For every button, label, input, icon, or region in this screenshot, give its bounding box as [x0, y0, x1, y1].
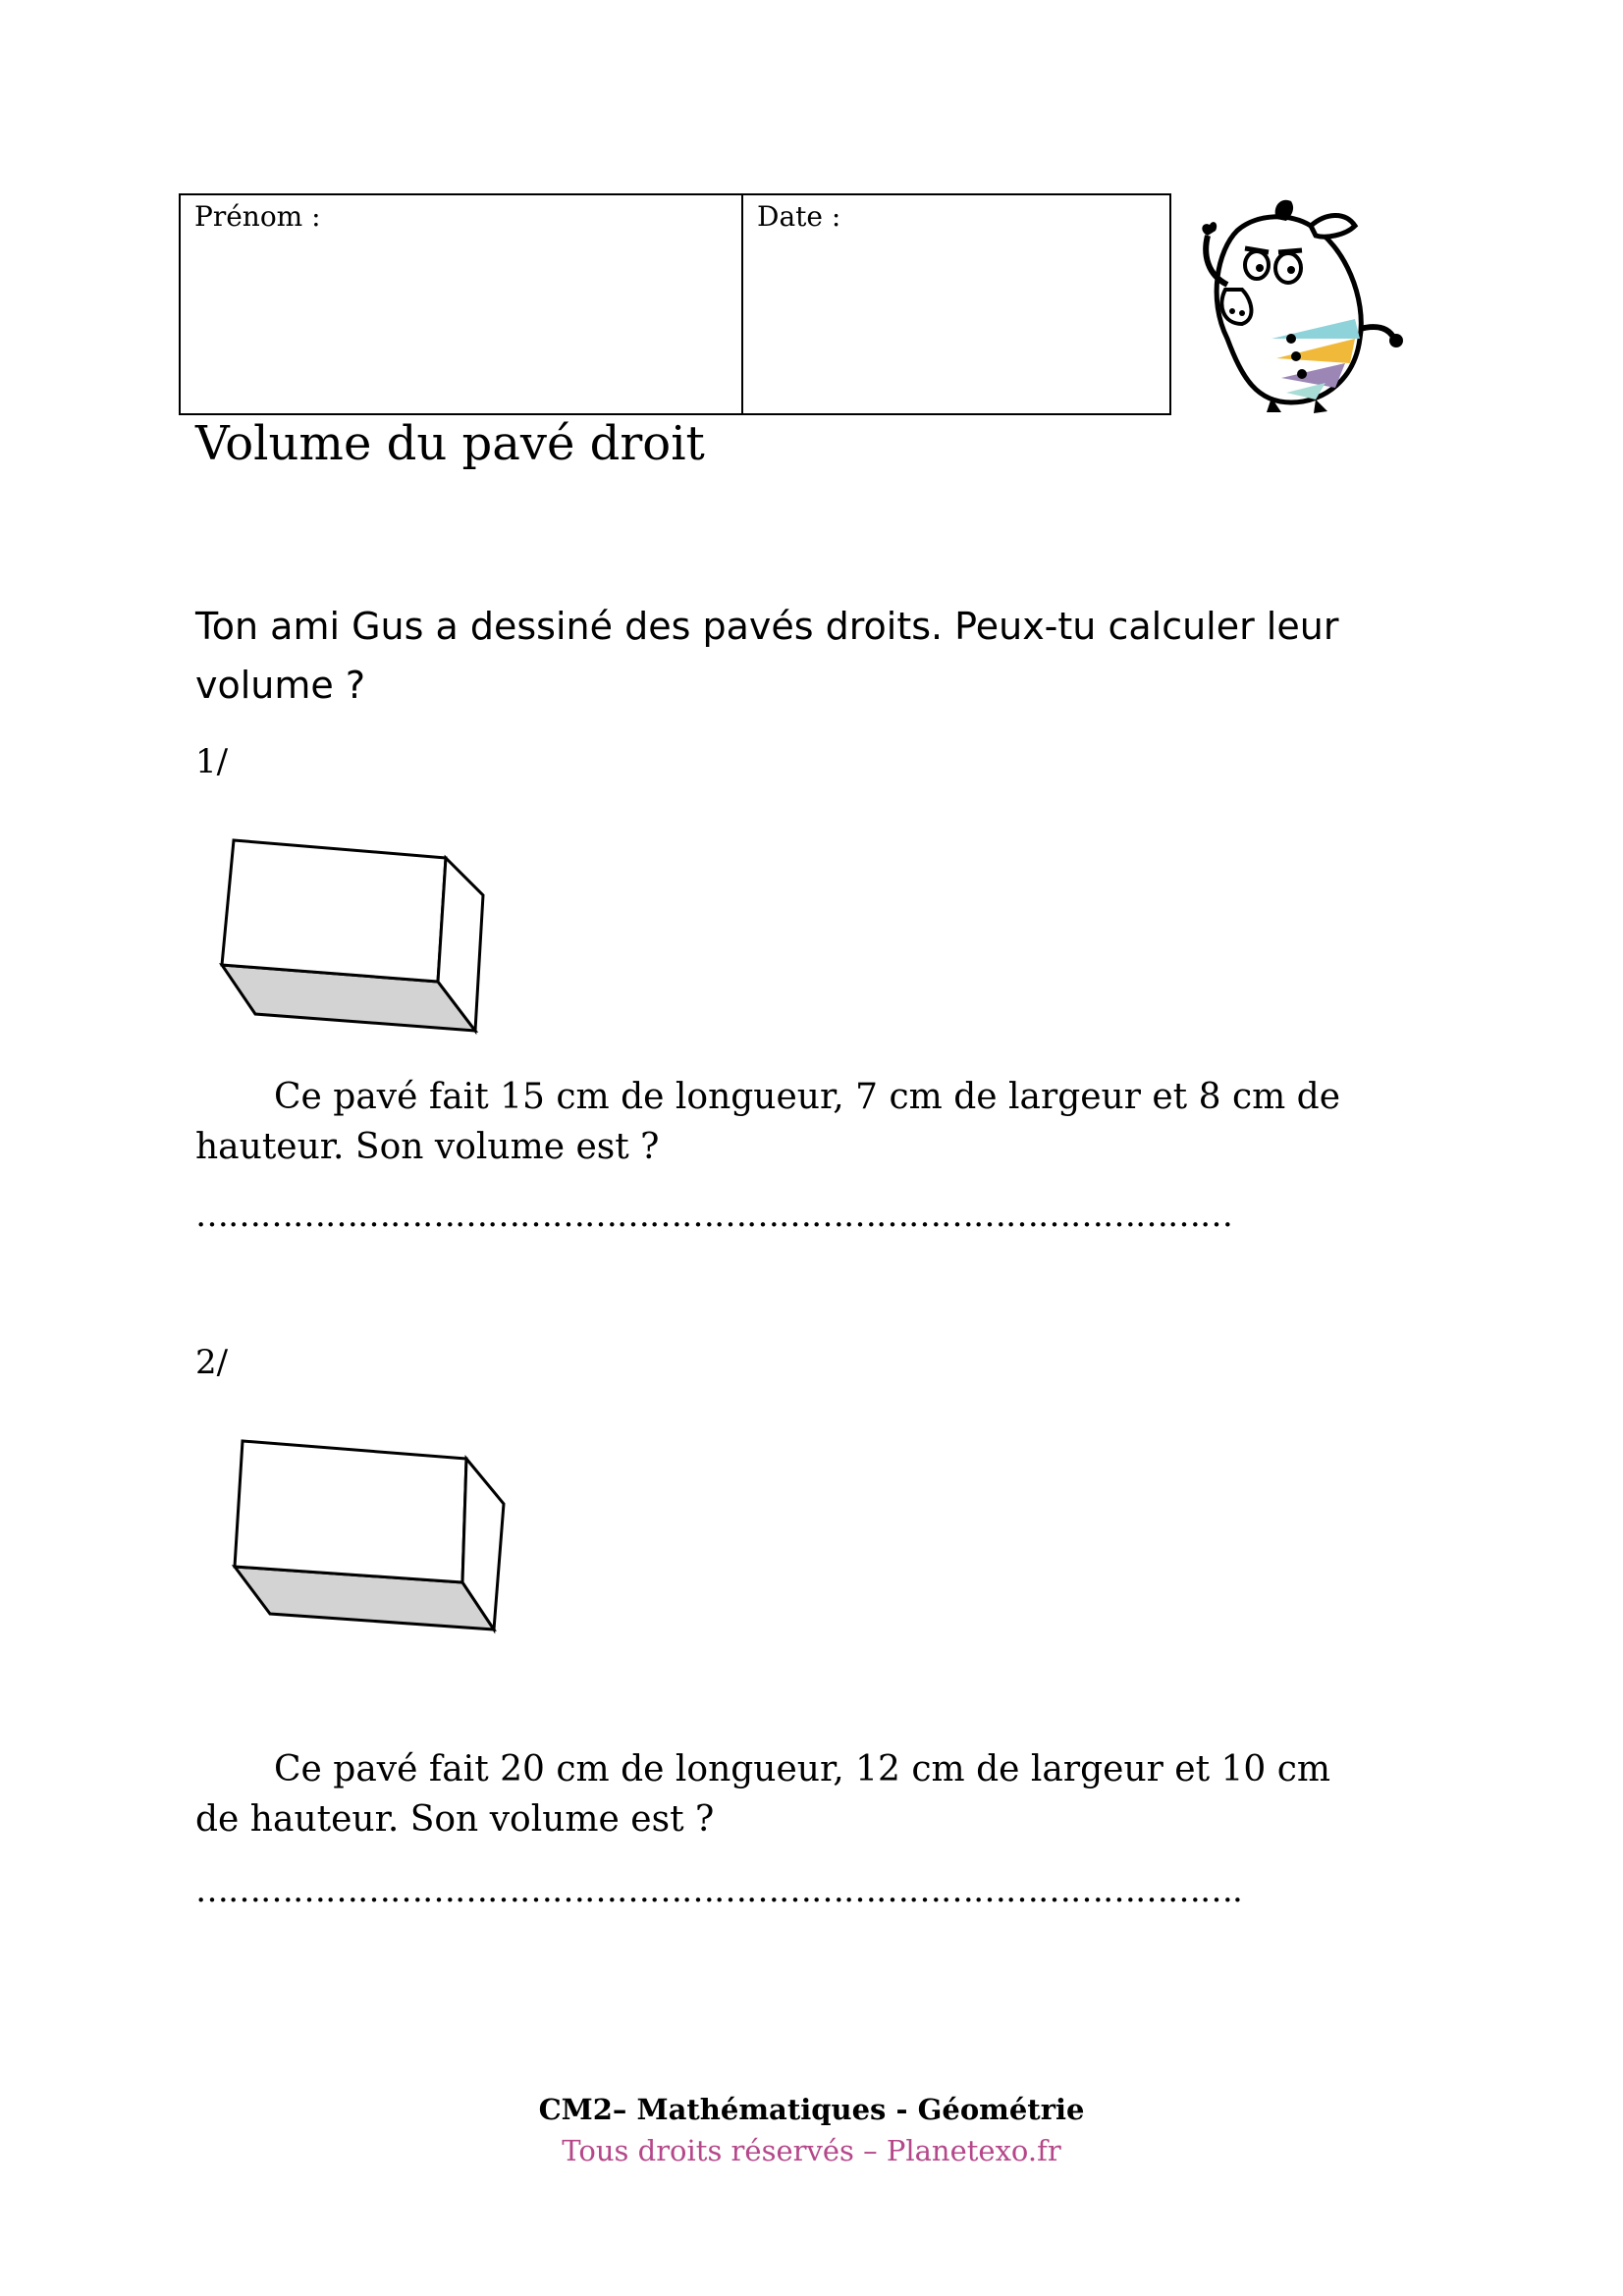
- question-2-number: 2/: [195, 1343, 229, 1382]
- date-field[interactable]: [743, 195, 1169, 413]
- date-label: Date :: [757, 200, 841, 233]
- page-title: Volume du pavé droit: [195, 416, 705, 471]
- question-1-text: Ce pavé fait 15 cm de longueur, 7 cm de largeur et 8 cm de hauteur. Son volume est ?: [195, 1077, 1341, 1167]
- footer-copyright: Tous droits réservés – Planetexo.fr: [562, 2134, 1061, 2167]
- footer-subject: CM2– Mathématiques - Géométrie: [538, 2093, 1085, 2126]
- name-field[interactable]: [181, 195, 743, 413]
- exercise-instructions: Ton ami Gus a dessiné des pavés droits. Peux-tu calculer leur volume ?: [195, 605, 1339, 707]
- cuboid-2-figure: [221, 1433, 515, 1639]
- mascot-character-icon: [1198, 191, 1414, 417]
- answer-line-1[interactable]: ……………………………………………………………………………………: [195, 1196, 1232, 1235]
- question-2-text: Ce pavé fait 20 cm de longueur, 12 cm de largeur et 10 cm de hauteur. Son volume est ?: [195, 1749, 1331, 1840]
- name-label: Prénom :: [194, 200, 321, 233]
- student-info-table: [179, 193, 1171, 415]
- question-1-number: 1/: [195, 742, 229, 781]
- page-footer: [0, 2089, 1623, 2171]
- answer-line-2[interactable]: …………………………………………………………………………………….: [195, 1871, 1242, 1910]
- cuboid-1-figure: [206, 834, 501, 1041]
